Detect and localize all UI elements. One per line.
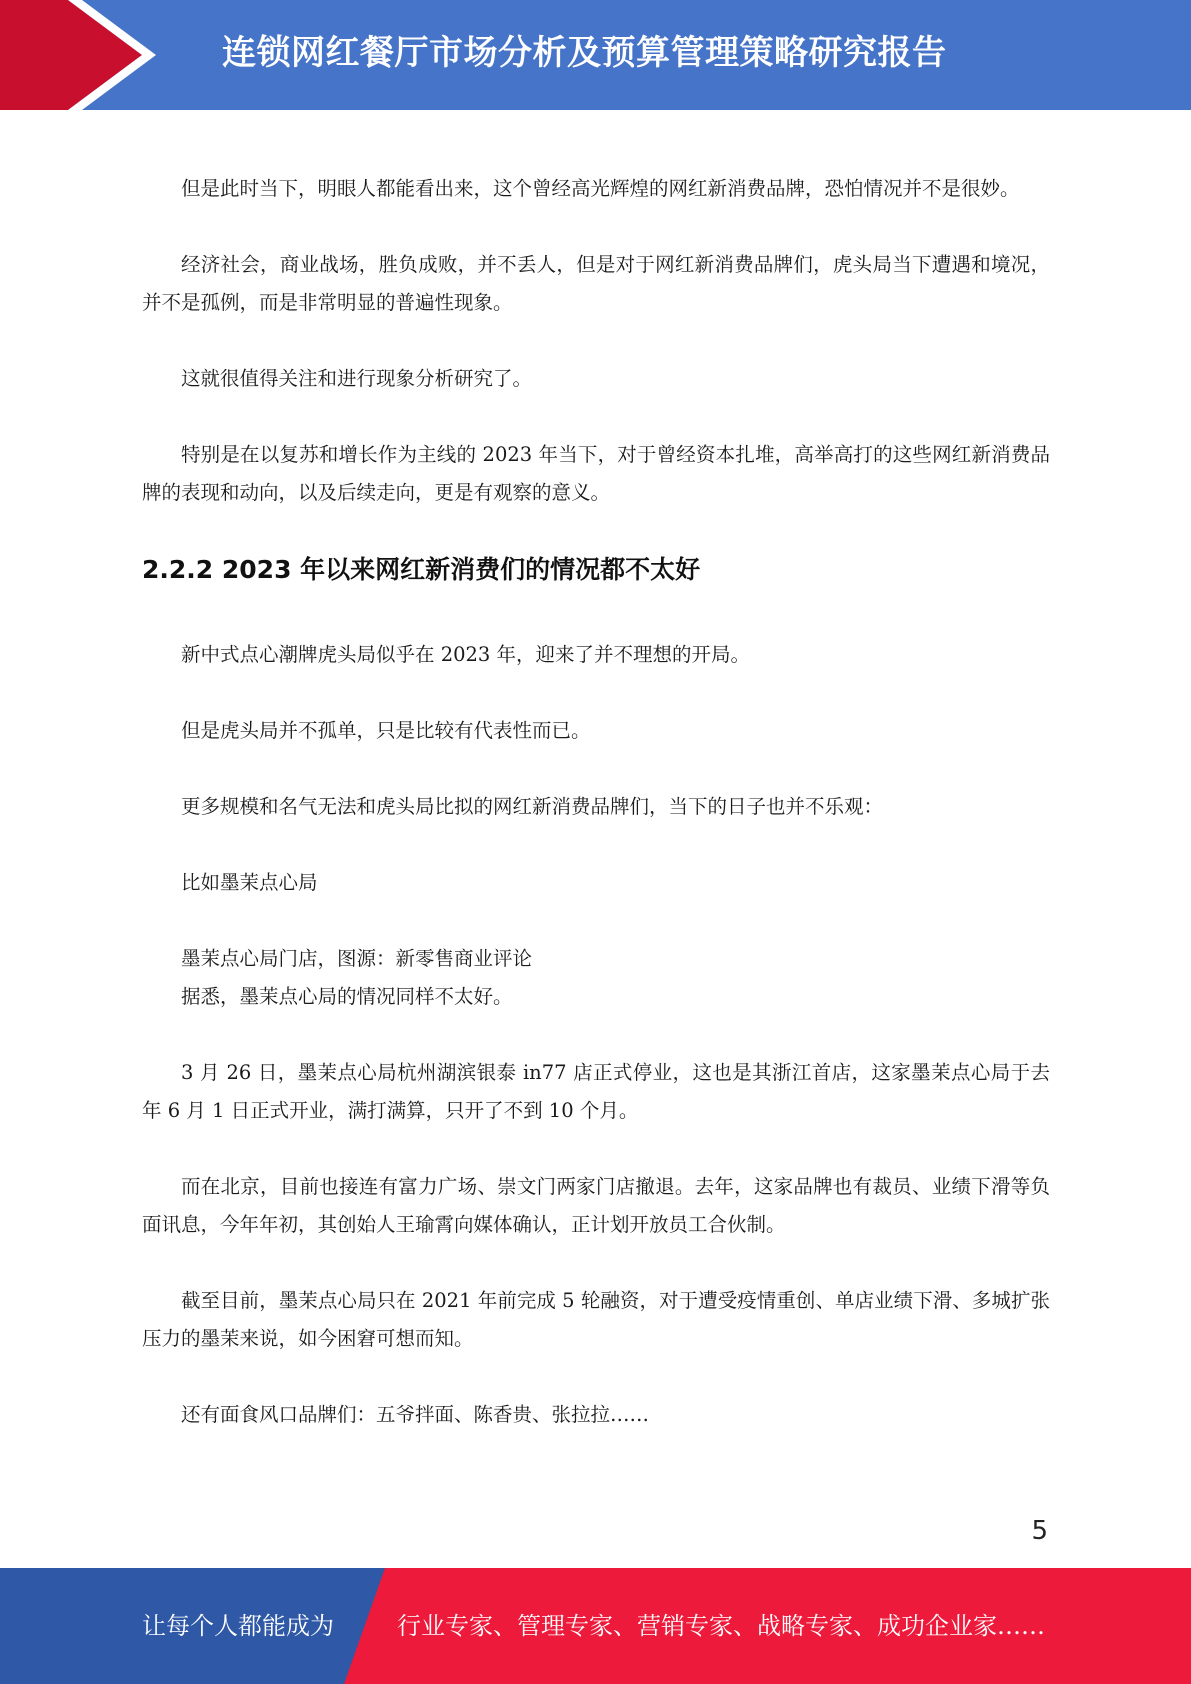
paragraph: 而在北京，目前也接连有富力广场、崇文门两家门店撤退。去年，这家品牌也有裁员、业绩下滑等负面讯息，今年年初，其创始人王瑜霄向媒体确认，正计划开放员工合伙制。 (142, 1175, 1050, 1236)
paragraph: 据悉，墨茉点心局的情况同样不太好。 (181, 985, 513, 1008)
header-chevron-decoration (0, 0, 160, 110)
paragraph: 但是此时当下，明眼人都能看出来，这个曾经高光辉煌的网红新消费品牌，恐怕情况并不是很妙。 (181, 177, 1020, 200)
paragraph: 新中式点心潮牌虎头局似乎在 2023 年，迎来了并不理想的开局。 (181, 643, 751, 666)
header-banner (0, 0, 1191, 110)
paragraph: 比如墨茉点心局 (181, 871, 318, 894)
footer-banner (0, 1568, 1191, 1684)
paragraph: 这就很值得关注和进行现象分析研究了。 (181, 367, 533, 390)
footer-slogan-left: 让每个人都能成为 (142, 1612, 334, 1640)
page-body (142, 170, 1050, 1472)
paragraph: 经济社会，商业战场，胜负成败，并不丢人，但是对于网红新消费品牌们，虎头局当下遭遇和境况，并不是孤例，而是非常明显的普遍性现象。 (142, 253, 1050, 314)
paragraph: 还有面食风口品牌们：五爷拌面、陈香贵、张拉拉…… (181, 1403, 650, 1426)
paragraph: 更多规模和名气无法和虎头局比拟的网红新消费品牌们，当下的日子也并不乐观： (181, 795, 884, 818)
paragraph: 特别是在以复苏和增长作为主线的 2023 年当下，对于曾经资本扎堆，高举高打的这些网红新消费品牌的表现和动向，以及后续走向，更是有观察的意义。 (142, 443, 1050, 504)
paragraph: 截至目前，墨茉点心局只在 2021 年前完成 5 轮融资，对于遭受疫情重创、单店业绩下滑、多城扩张压力的墨茉来说，如今困窘可想而知。 (142, 1289, 1050, 1350)
footer-slogan-right: 行业专家、管理专家、营销专家、战略专家、成功企业家…… (397, 1612, 1045, 1640)
report-title: 连锁网红餐厅市场分析及预算管理策略研究报告 (222, 33, 947, 73)
paragraph: 3 月 26 日，墨茉点心局杭州湖滨银泰 in77 店正式停业，这也是其浙江首店，这家墨茉点心局于去年 6 月 1 日正式开业，满打满算，只开了不到 10 个月。 (142, 1061, 1050, 1122)
paragraph: 但是虎头局并不孤单，只是比较有代表性而已。 (181, 719, 591, 742)
image-caption: 墨茉点心局门店，图源：新零售商业评论 (181, 947, 533, 970)
page-number: 5 (1031, 1516, 1048, 1546)
section-heading: 2.2.2 2023 年以来网红新消费们的情况都不太好 (142, 555, 701, 584)
